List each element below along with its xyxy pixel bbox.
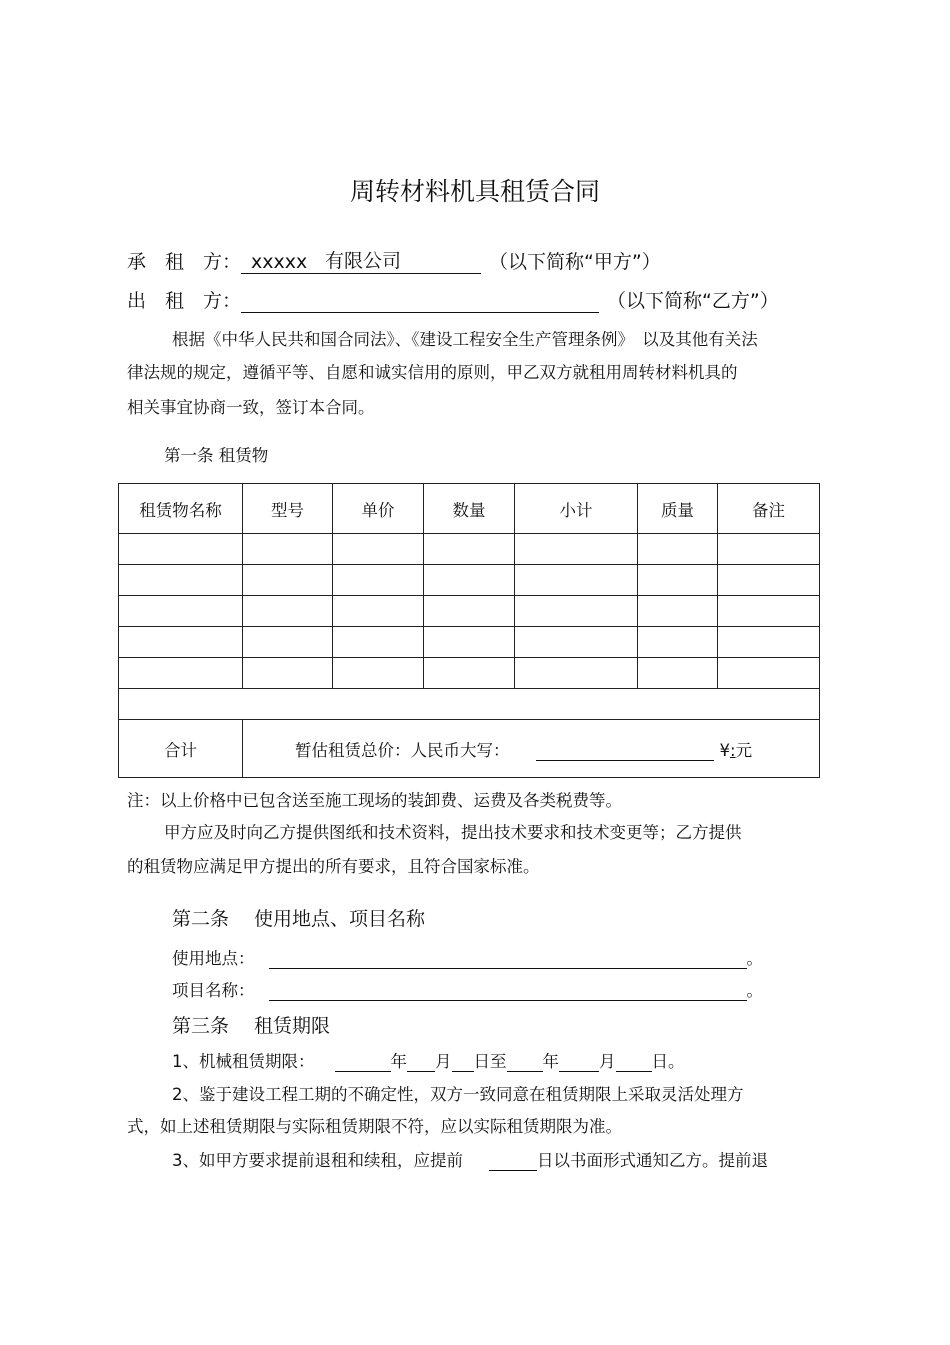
table-cell[interactable] [243, 534, 333, 565]
party-b-alias: （以下简称“乙方”） [607, 290, 779, 312]
col-header-name: 租赁物名称 [119, 484, 243, 534]
col-header-quality: 质量 [638, 484, 718, 534]
col-header-remarks: 备注 [718, 484, 820, 534]
location-label: 使用地点： [172, 949, 255, 968]
end-day-field[interactable] [616, 1054, 652, 1072]
item2-line-2: 式，如上述租赁期限与实际租赁期限不符，应以实际租赁期限为准。 [127, 1117, 622, 1136]
party-a-label: 承 租 方： [127, 251, 242, 273]
table-cell[interactable] [119, 565, 243, 596]
table-row [119, 565, 820, 596]
intro-line-2: 律法规的规定，遵循平等、自愿和诚实信用的原则，甲乙双方就租用周转材料机具的 [127, 363, 738, 382]
item3-prefix: 3、如甲方要求提前退租和续租，应提前 [172, 1151, 463, 1170]
item3-line [172, 1147, 768, 1171]
end-year-unit: 年 [542, 1052, 559, 1071]
col-header-quantity: 数量 [424, 484, 515, 534]
table-cell[interactable] [424, 565, 515, 596]
table-total-row [119, 720, 820, 778]
table-cell[interactable] [638, 596, 718, 627]
end-day-unit: 日。 [651, 1052, 685, 1071]
table-cell[interactable] [119, 596, 243, 627]
article2-heading: 第二条 使用地点、项目名称 [172, 908, 426, 930]
table-cell[interactable] [718, 658, 820, 689]
table-row [119, 534, 820, 565]
table-row [119, 596, 820, 627]
table-header-row [119, 484, 820, 534]
article3-heading: 第三条 租赁期限 [172, 1015, 331, 1037]
currency-separator: : [730, 740, 736, 760]
party-b-label: 出 租 方： [127, 290, 242, 312]
start-day-to: 日至 [473, 1052, 507, 1071]
table-cell[interactable] [119, 534, 243, 565]
start-month-field[interactable] [407, 1054, 435, 1072]
location-line [172, 945, 763, 969]
item3-suffix: 日以书面形式通知乙方。提前退 [537, 1151, 768, 1170]
party-a-name-field[interactable] [241, 250, 481, 274]
item2-line-1: 2、鉴于建设工程工期的不确定性，双方一致同意在租赁期限上采取灵活处理方 [172, 1085, 744, 1104]
table-cell[interactable] [243, 658, 333, 689]
table-row [119, 689, 820, 720]
table-cell[interactable] [515, 658, 638, 689]
table-note: 注：以上价格中已包含送至施工现场的装卸费、运费及各类税费等。 [127, 791, 622, 810]
end-month-unit: 月 [599, 1052, 616, 1071]
table-cell[interactable] [718, 565, 820, 596]
table-cell-merged[interactable] [119, 689, 820, 720]
location-end-mark: 。 [746, 949, 763, 968]
table-cell[interactable] [638, 627, 718, 658]
start-month-unit: 月 [435, 1052, 452, 1071]
project-end-mark: 。 [746, 981, 763, 1000]
total-amount-field[interactable] [536, 743, 714, 761]
project-line [172, 977, 763, 1001]
lease-items-table [118, 483, 820, 778]
table-cell[interactable] [119, 658, 243, 689]
article1-para-line-2: 的租赁物应满足甲方提出的所有要求，且符合国家标准。 [127, 857, 540, 876]
col-header-model: 型号 [243, 484, 333, 534]
table-cell[interactable] [638, 534, 718, 565]
table-cell[interactable] [243, 627, 333, 658]
table-cell[interactable] [333, 658, 424, 689]
table-cell[interactable] [718, 627, 820, 658]
intro-line-3: 相关事宜协商一致，签订本合同。 [127, 398, 375, 417]
party-a-line [127, 247, 661, 274]
lease-term-prefix: 1、机械租赁期限： [172, 1052, 315, 1071]
table-cell[interactable] [243, 565, 333, 596]
table-cell[interactable] [515, 565, 638, 596]
party-b-line [127, 286, 779, 313]
lease-term-line [172, 1048, 685, 1072]
page-title: 周转材料机具租赁合同 [349, 177, 600, 206]
table-cell[interactable] [424, 627, 515, 658]
table-cell[interactable] [119, 627, 243, 658]
notice-days-field[interactable] [489, 1153, 537, 1171]
table-cell[interactable] [638, 565, 718, 596]
party-b-name-field[interactable] [241, 294, 599, 313]
table-cell[interactable] [333, 627, 424, 658]
table-cell[interactable] [515, 534, 638, 565]
currency-unit: 元 [735, 740, 753, 760]
intro-line-1: 根据《中华人民共和国合同法》、《建设工程安全生产管理条例》 以及其他有关法 [172, 330, 758, 349]
table-cell[interactable] [333, 565, 424, 596]
table-cell[interactable] [515, 596, 638, 627]
location-field[interactable] [269, 951, 747, 969]
article1-para-line-1: 甲方应及时向乙方提供图纸和技术资料，提出技术要求和技术变更等；乙方提供 [164, 823, 742, 842]
currency-symbol: ¥ [719, 740, 730, 760]
table-cell[interactable] [515, 627, 638, 658]
article1-heading: 第一条 租赁物 [164, 446, 269, 465]
start-day-field[interactable] [452, 1054, 474, 1072]
table-cell[interactable] [333, 596, 424, 627]
end-month-field[interactable] [559, 1054, 599, 1072]
project-label: 项目名称： [172, 981, 255, 1000]
start-year-field[interactable] [335, 1054, 391, 1072]
table-cell[interactable] [718, 596, 820, 627]
table-cell[interactable] [333, 534, 424, 565]
table-cell[interactable] [638, 658, 718, 689]
table-cell[interactable] [718, 534, 820, 565]
party-a-name-suffix: 有限公司 [325, 250, 402, 272]
party-a-name-prefix: xxxxx [251, 251, 308, 273]
table-row [119, 658, 820, 689]
col-header-unit-price: 单价 [333, 484, 424, 534]
table-cell[interactable] [424, 658, 515, 689]
party-a-alias: （以下简称“甲方”） [489, 251, 661, 273]
table-row [119, 627, 820, 658]
total-label: 合计 [119, 720, 243, 778]
total-amount-cell [243, 720, 820, 778]
end-year-field[interactable] [507, 1054, 543, 1072]
project-field[interactable] [269, 983, 747, 1001]
col-header-subtotal: 小计 [515, 484, 638, 534]
start-year-unit: 年 [390, 1052, 407, 1071]
total-text: 暂估租赁总价：人民币大写： [295, 740, 510, 760]
table-cell[interactable] [243, 596, 333, 627]
table-cell[interactable] [424, 534, 515, 565]
table-cell[interactable] [424, 596, 515, 627]
